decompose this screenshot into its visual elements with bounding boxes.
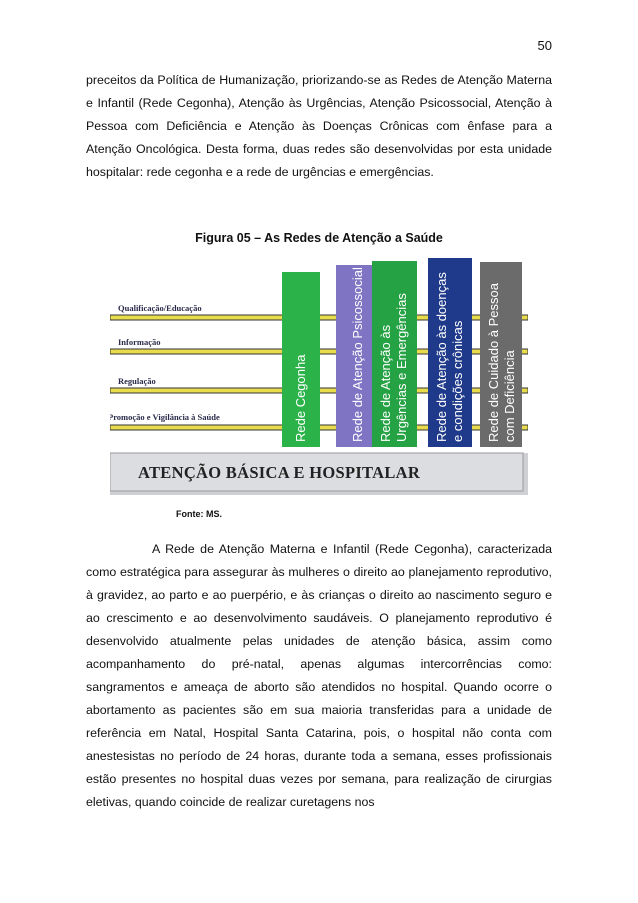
page-number: 50 bbox=[537, 38, 552, 53]
bar-2-line-1: Rede de Atenção Psicossocial bbox=[350, 267, 365, 442]
networks-diagram bbox=[110, 257, 528, 497]
bar-1-line-1: Rede Cegonha bbox=[293, 354, 308, 442]
bar-4 bbox=[428, 258, 472, 447]
bar-5 bbox=[480, 262, 522, 447]
bar-3-line-2: Urgências e Emergências bbox=[394, 293, 409, 442]
bar-5-line-1: Rede de Cuidado à Pessoa bbox=[486, 282, 501, 442]
bar-4-line-2: e condições crônicas bbox=[450, 320, 465, 442]
base-label: ATENÇÃO BÁSICA E HOSPITALAR bbox=[138, 463, 421, 482]
bar-3 bbox=[372, 261, 417, 447]
bar-5-line-2: com Deficiência bbox=[502, 350, 517, 442]
bar-4-line-1: Rede de Atenção às doenças bbox=[434, 272, 449, 442]
bar-1 bbox=[282, 272, 320, 447]
row-label-3: Regulação bbox=[118, 376, 156, 386]
row-label-1: Qualificação/Educação bbox=[118, 303, 202, 313]
bar-2 bbox=[336, 265, 378, 447]
figure-source: Fonte: MS. bbox=[176, 509, 222, 519]
row-label-2: Informação bbox=[118, 337, 161, 347]
row-label-4: Promoção e Vigilância à Saúde bbox=[110, 412, 220, 422]
bar-3-line-1: Rede de Atenção às bbox=[378, 324, 393, 442]
figure-caption: Figura 05 – As Redes de Atenção a Saúde bbox=[195, 231, 443, 245]
paragraph-2: A Rede de Atenção Materna e Infantil (Rede Cegonha), caracterizada como estratégica para assegurar às mulheres o direito ao planejamento reprodutivo, à gravidez, ao parto e ao puerpério, e às crianças o direito ao nascimento seguro e ao crescimento e ao desenvolvimento saudáveis. O planejamento reprodutivo é desenvolvido atualmente pelas unidades de atenção básica, assim como acompanhamento do pré-natal, apenas algumas intercorrências como: sangramentos e ameaça de aborto são atendidos no hospital. Quando ocorre o abortamento as pacientes são em sua maioria transferidas para a unidade de referência em Natal, Hospital Santa Catarina, pois, o hospital não conta com anestesistas no período de 24 horas, durante toda a semana, esses profissionais estão presentes no hospital duas vezes por semana, para realização de cirurgias eletivas, quando coincide de realizar curetagens nos bbox=[86, 542, 552, 809]
paragraph-1: preceitos da Política de Humanização, priorizando-se as Redes de Atenção Materna e Infantil (Rede Cegonha), Atenção às Urgências, Atenção Psicossocial, Atenção à Pessoa com Deficiência e Atenção às Doenças Crônicas com ênfase para a Atenção Oncológica. Desta forma, duas redes são desenvolvidas por esta unidade hospitalar: rede cegonha e a rede de urgências e emergências. bbox=[86, 73, 552, 179]
figure-networks bbox=[110, 257, 528, 497]
